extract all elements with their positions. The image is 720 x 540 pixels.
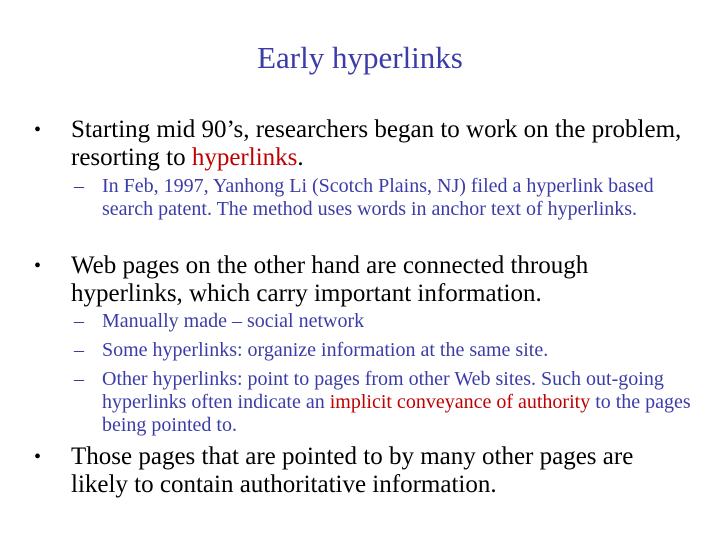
bullet-3 bbox=[34, 443, 684, 499]
bullet-2-sub-3-text bbox=[102, 368, 704, 437]
bullet-marker: • bbox=[34, 446, 42, 468]
bullet-2-sub-1-text: Manually made – social network bbox=[102, 310, 365, 332]
bullet-2-sub-3 bbox=[74, 368, 704, 437]
bullet-1-text bbox=[71, 116, 684, 172]
bullet-2-text: Web pages on the other hand are connected through hyperlinks, which carry important information. bbox=[71, 252, 589, 307]
slide-title: Early hyperlinks bbox=[257, 40, 463, 75]
dash-marker: – bbox=[74, 368, 84, 390]
bullet-2-sub-2 bbox=[74, 339, 704, 362]
bullet-1-text-end: . bbox=[297, 144, 304, 171]
dash-marker: – bbox=[74, 310, 84, 332]
dash-marker: – bbox=[74, 339, 84, 361]
bullet-1-sub-1 bbox=[74, 175, 704, 221]
bullet-1-text-part: Starting mid 90’s, researchers began to work on the problem, resorting to bbox=[71, 116, 682, 171]
bullet-2 bbox=[34, 252, 684, 308]
bullet-2-sub-3-part: Other hyperlinks: point to pages from other Web sites. Such out-going hyperlinks often indicate an bbox=[102, 368, 664, 413]
bullet-3-text: Those pages that are pointed to by many other pages are likely to contain authoritative information. bbox=[71, 443, 634, 498]
bullet-marker: • bbox=[34, 255, 42, 277]
bullet-marker: • bbox=[34, 119, 42, 141]
bullet-1 bbox=[34, 116, 684, 172]
bullet-2-sub-2-text: Some hyperlinks: organize information at the same site. bbox=[102, 339, 549, 361]
bullet-2-sub-1 bbox=[74, 310, 704, 333]
bullet-2-sub-3-highlight: implicit conveyance of authority bbox=[329, 391, 591, 413]
bullet-2-sub-3-end: to the pages being pointed to. bbox=[102, 391, 691, 436]
dash-marker: – bbox=[74, 175, 84, 197]
bullet-1-highlight: hyperlinks bbox=[191, 144, 298, 171]
bullet-1-sub-1-text: In Feb, 1997, Yanhong Li (Scotch Plains, NJ) filed a hyperlink based search patent. The method uses words in anchor text of hyperlinks. bbox=[102, 175, 654, 220]
